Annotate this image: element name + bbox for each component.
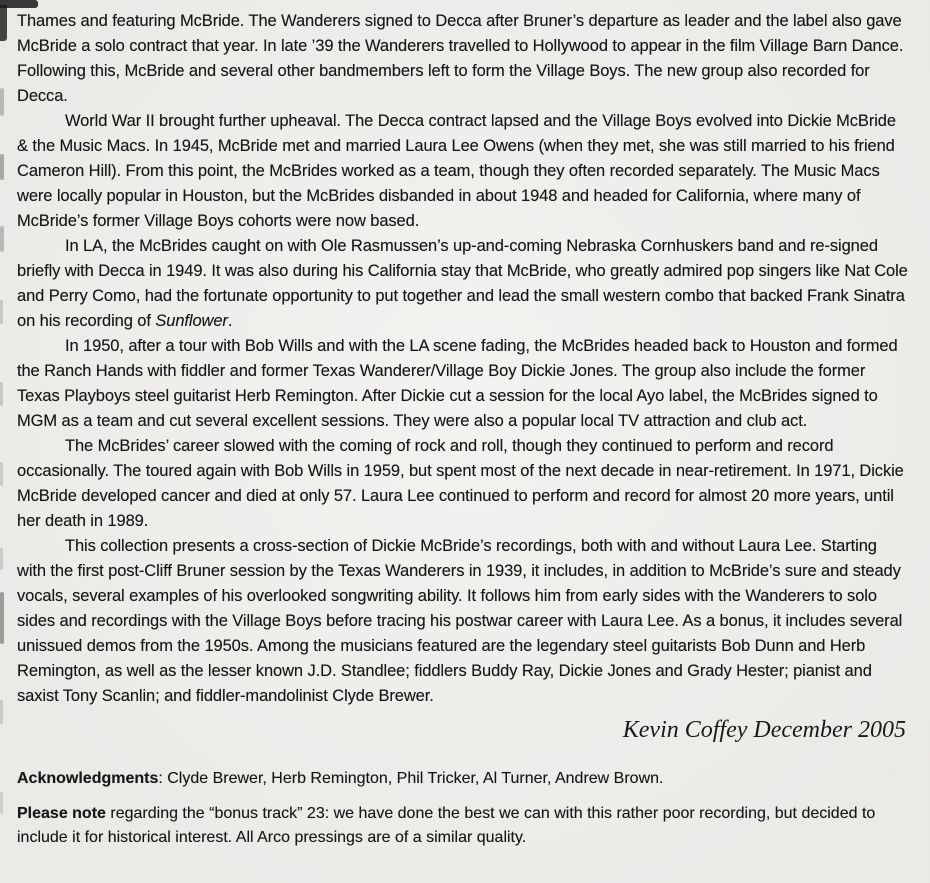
paragraph — [17, 234, 908, 334]
paragraph-text: World War II brought further upheaval. The Decca contract lapsed and the Village Boys evolved into Dickie McBride & the Music Macs. In 1945, McBride met and married Laura Lee Owens (when they met, she was still married to his friend Cameron Hill). From this point, the McBrides worked as a team, though they often recorded separately. The Music Macs were locally popular in Houston, but the McBrides disbanded in about 1948 and headed for California, where many of McBride’s former Village Boys cohorts were now based. — [17, 112, 896, 230]
paragraph-text: This collection presents a cross-section of Dickie McBride’s recordings, both with and without Laura Lee. Starting with the first post-Cliff Bruner session by the Texas Wanderers in 1939, it includes, in addition to McBride’s sure and steady vocals, several examples of his overlooked songwriting ability. It follows him from early sides with the Wanderers to solo sides and recordings with the Village Boys before tracing his postwar career with Laura Lee. As a bonus, it includes several unissued demos from the 1950s. Among the musicians featured are the legendary steel guitarists Bob Dunn and Herb Remington, as well as the lesser known J.D. Standlee; fiddlers Buddy Ray, Dickie Jones and Grady Hester; pianist and saxist Tony Scanlin; and fiddler-mandolinist Clyde Brewer. — [17, 537, 903, 705]
scan-artifact — [0, 792, 3, 814]
scan-artifact — [0, 700, 3, 724]
paragraph — [17, 109, 908, 234]
paragraph — [17, 534, 908, 709]
scan-artifact — [0, 382, 3, 406]
paragraph — [17, 9, 908, 109]
author-signature: Kevin Coffey December 2005 — [622, 717, 906, 743]
paragraph-text: In 1950, after a tour with Bob Wills and with the LA scene fading, the McBrides headed back to Houston and formed the Ranch Hands with fiddler and former Texas Wanderer/Village Boy Dickie Jones. The group also include the former Texas Playboys steel guitarist Herb Remington. After Dickie cut a session for the local Ayo label, the McBrides signed to MGM as a team and cut several excellent sessions. They were also a popular local TV attraction and club act. — [17, 337, 898, 430]
scan-artifact — [0, 154, 4, 180]
scan-artifact — [0, 548, 3, 570]
paragraph-text: . — [227, 312, 233, 330]
italic-text: Sunflower — [155, 312, 228, 330]
paragraph-text: Thames and featuring McBride. The Wanderers signed to Decca after Bruner’s departure as leader and the label also gave McBride a solo contract that year. In late ’39 the Wanderers travelled to Hollywood to appear in the film Village Barn Dance. Following this, McBride and several other bandmembers left to form the Village Boys. The new group also recorded for Decca. — [17, 12, 904, 105]
note-label: Please note — [17, 805, 106, 822]
scan-artifact — [0, 226, 4, 252]
paragraph — [17, 434, 908, 534]
paragraph-text: The McBrides’ career slowed with the coming of rock and roll, though they continued to perform and record occasionally. The toured again with Bob Wills in 1959, but spent most of the next decade in near-retirement. In 1971, Dickie McBride developed cancer and died at only 57. Laura Lee continued to perform and record for almost 20 more years, until her death in 1989. — [17, 437, 904, 530]
page-content — [17, 9, 908, 850]
note-text: regarding the “bonus track” 23: we have done the best we can with this rather poor recording, but decided to include it for historical interest. All Arco pressings are of a similar quality. — [17, 805, 876, 846]
scan-artifact — [0, 462, 3, 486]
paragraph — [17, 334, 908, 434]
article-body — [17, 9, 908, 709]
paragraph-text: In LA, the McBrides caught on with Ole Rasmussen’s up-and-coming Nebraska Cornhuskers band and re-signed briefly with Decca in 1949. It was also during his California stay that McBride, who greatly admired pop singers like Nat Cole and Perry Como, had the fortunate opportunity to put together and lead the small western combo that backed Frank Sinatra on his recording of — [17, 237, 908, 330]
acknowledgments-line — [17, 767, 908, 791]
scan-artifact — [0, 592, 4, 644]
scan-artifact — [0, 300, 3, 324]
scan-artifact — [0, 5, 7, 41]
acknowledgments-text: : Clyde Brewer, Herb Remington, Phil Tricker, Al Turner, Andrew Brown. — [158, 770, 664, 787]
scan-artifact — [0, 0, 38, 8]
acknowledgments-label: Acknowledgments — [17, 770, 159, 787]
note-line — [17, 802, 908, 850]
scan-artifact — [0, 88, 4, 116]
